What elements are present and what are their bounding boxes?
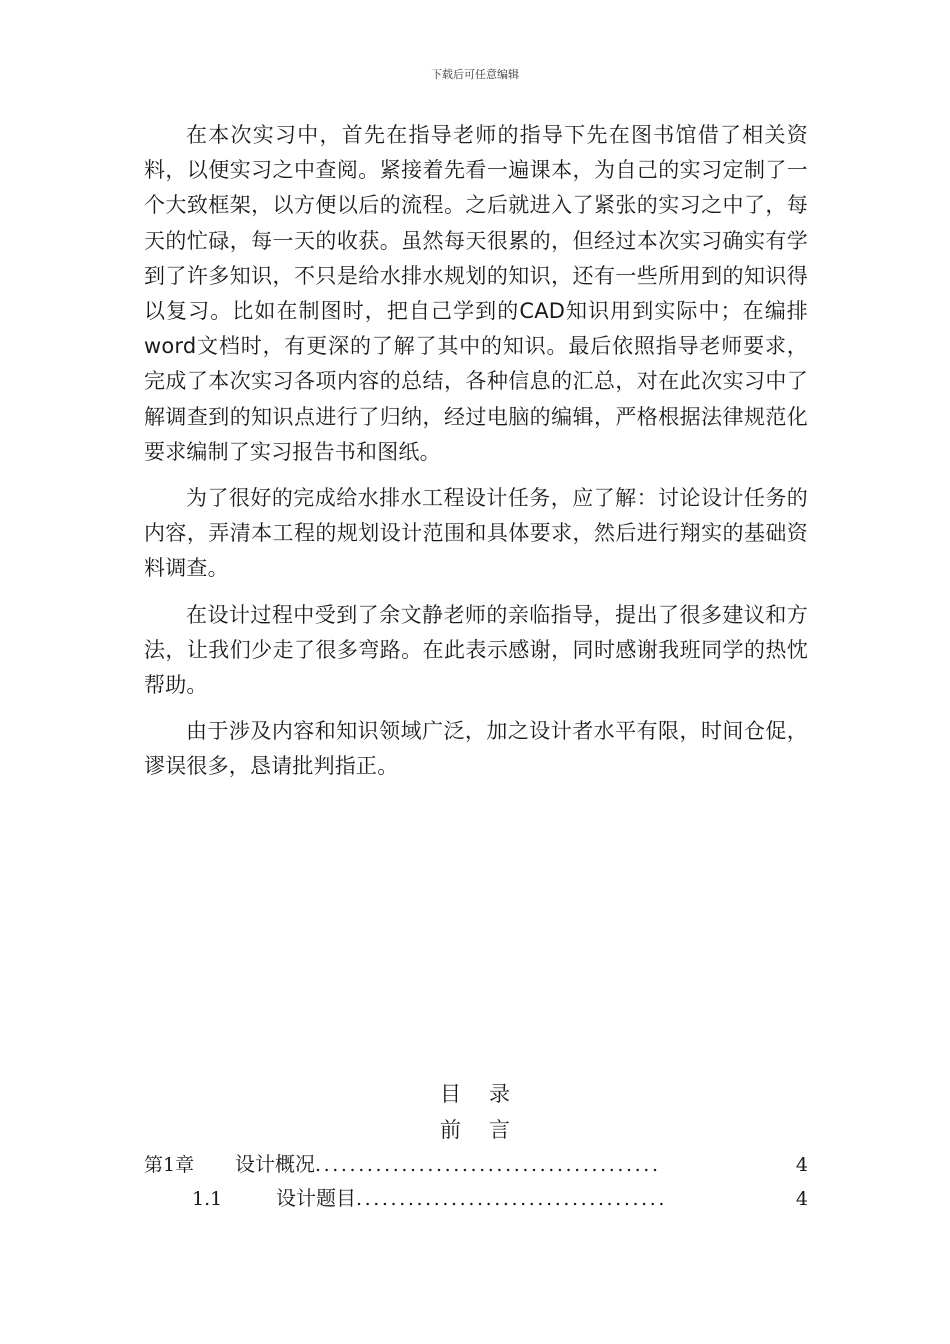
preface-heading [0, 1114, 950, 1144]
preface-heading-char-1: 前 [440, 1118, 461, 1142]
toc-entry-page: 4 [795, 1154, 808, 1176]
toc-heading-char-2: 录 [489, 1082, 510, 1106]
toc-heading-char-1: 目 [440, 1082, 461, 1106]
toc-entry-number: 第1章 [144, 1154, 195, 1176]
preface-heading-char-2: 言 [489, 1118, 510, 1142]
toc-entry-chapter-1[interactable] [144, 1148, 808, 1177]
toc-entry-label: 设计题目 [276, 1186, 356, 1210]
toc-entry-section-1-1[interactable] [192, 1182, 808, 1211]
paragraph-disclaimer: 由于涉及内容和知识领域广泛，加之设计者水平有限，时间仓促，谬误很多，恳请批判指正。 [144, 719, 808, 779]
toc-entry-number: 1.1 [192, 1188, 223, 1210]
body-text [144, 118, 808, 796]
toc-entry-label: 设计概况 [235, 1152, 315, 1176]
toc-leader-dots: ........................................ [315, 1154, 661, 1176]
toc-leader-dots: .................................... [356, 1188, 668, 1210]
paragraph-design-task: 为了很好的完成给水排水工程设计任务，应了解：讨论设计任务的内容，弄清本工程的规划设计范围和具体要求，然后进行翔实的基础资料调查。 [144, 486, 808, 581]
paragraph-internship-process: 在本次实习中，首先在指导老师的指导下先在图书馆借了相关资料，以便实习之中查阅。紧接着先看一遍课本，为自己的实习定制了一个大致框架，以方便以后的流程。之后就进入了紧张的实习之中了，每天的忙碌，每一天的收获。虽然每天很累的，但经过本次实习确实有学到了许多知识，不只是给水排水规划的知识，还有一些所用到的知识得以复习。比如在制图时，把自己学到的CAD知识用到实际中；在编排word文档时，有更深的了解了其中的知识。最后依照指导老师要求，完成了本次实习各项内容的总结，各种信息的汇总，对在此次实习中了解调查到的知识点进行了归纳，经过电脑的编辑，严格根据法律规范化要求编制了实习报告书和图纸。 [144, 123, 808, 464]
toc-entry-page: 4 [795, 1188, 808, 1210]
page-header: 下载后可任意编辑 [431, 68, 519, 81]
toc-heading [0, 1078, 950, 1108]
paragraph-acknowledgement: 在设计过程中受到了余文静老师的亲临指导，提出了很多建议和方法，让我们少走了很多弯路。在此表示感谢，同时感谢我班同学的热忱帮助。 [144, 602, 808, 698]
